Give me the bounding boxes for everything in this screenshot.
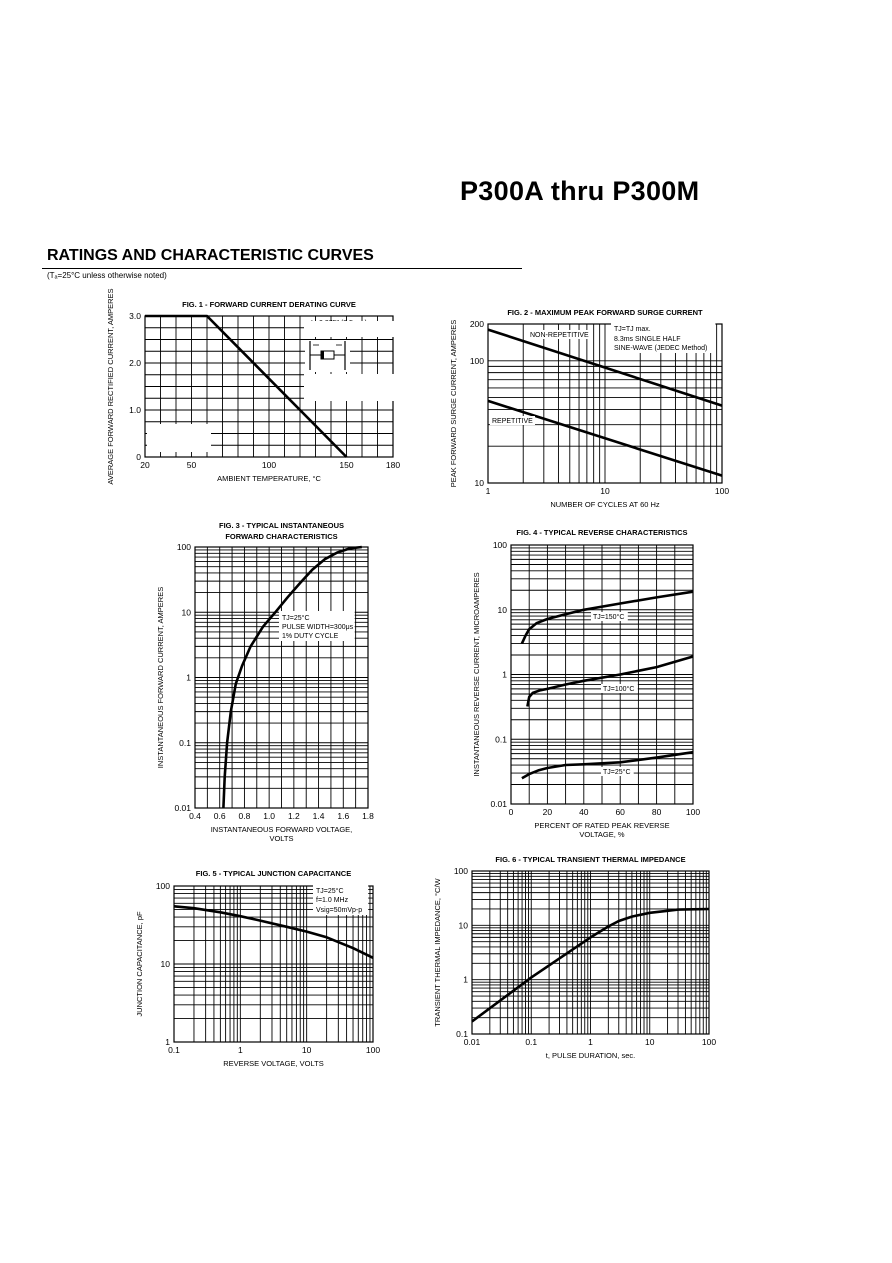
fig2-series-label: NON-REPETITIVE <box>530 332 589 339</box>
fig4-series-label: TJ=100°C <box>603 686 635 693</box>
fig5-xlabel: REVERSE VOLTAGE, VOLTS <box>223 1059 324 1068</box>
fig3-grid <box>195 547 368 808</box>
fig2-ylabel: PEAK FORWARD SURGE CURRENT, AMPERES <box>449 319 458 488</box>
fig3-ytick-label: 0.1 <box>179 737 191 748</box>
fig3-ylabel: INSTANTANEOUS FORWARD CURRENT, AMPERES <box>156 586 165 769</box>
document-title: P300A thru P300M <box>460 176 700 206</box>
fig1-lead-label-bg <box>304 321 394 337</box>
fig4-series-label: TJ=25°C <box>603 769 631 776</box>
fig1-ytick-label: 2.0 <box>129 358 141 368</box>
fig4-ytick-label: 0.1 <box>495 734 507 745</box>
fig1-ytick-label: 3.0 <box>129 311 141 321</box>
fig4-series-1-line <box>527 657 693 707</box>
fig1-xtick-label: 100 <box>261 460 277 470</box>
fig5-ytick-label: 10 <box>160 959 170 969</box>
fig1-xtick-label: 180 <box>385 460 401 470</box>
fig3-ytick-label: 100 <box>176 542 191 552</box>
fig2-ytick-label: 200 <box>469 319 484 329</box>
fig3-annotation: TJ=25°C <box>282 615 310 622</box>
fig6-chart <box>433 855 716 1060</box>
fig4-title: FIG. 4 - TYPICAL REVERSE CHARACTERISTICS <box>516 528 688 537</box>
fig6-ytick-label: 0.1 <box>456 1029 468 1039</box>
fig3-xlabel-line2: VOLTS <box>269 834 294 843</box>
fig3-xlabel: INSTANTANEOUS FORWARD VOLTAGE, <box>210 825 353 834</box>
fig3-title: FIG. 3 - TYPICAL INSTANTANEOUS <box>218 521 345 530</box>
fig2-xtick-label: 100 <box>714 486 730 496</box>
fig5-annotation: f=1.0 MHz <box>316 897 349 904</box>
fig3-xtick-label: 0.4 <box>189 811 201 821</box>
fig3-ytick-label: 1 <box>186 672 191 683</box>
fig5-xtick-label: 0.1 <box>168 1045 180 1055</box>
fig4-xtick-label: 20 <box>542 807 553 817</box>
fig1-heatsink-label-bg <box>304 374 394 401</box>
section-note: (Tₐ=25°C unless otherwise noted) <box>47 271 167 280</box>
fig4-xlabel-line2: VOLTAGE, % <box>579 830 625 839</box>
fig4-ylabel: INSTANTANEOUS REVERSE CURRENT, MICROAMPERES <box>472 572 481 777</box>
fig1-chart <box>106 288 400 484</box>
fig6-ytick-label: 100 <box>453 866 468 876</box>
fig6-xlabel: t, PULSE DURATION, sec. <box>545 1051 636 1060</box>
fig2-series-label: REPETITIVE <box>492 418 533 425</box>
fig2-xlabel: NUMBER OF CYCLES AT 60 Hz <box>550 500 660 509</box>
fig4-ytick-label: 100 <box>492 540 507 550</box>
fig6-ylabel: TRANSIENT THERMAL IMPEDANCE, °C/W <box>433 878 442 1027</box>
fig1-xtick-label: 20 <box>140 460 150 470</box>
fig6-grid <box>472 871 709 1034</box>
fig3-ytick-label: 0.01 <box>174 803 191 813</box>
fig5-ytick-label: 100 <box>155 881 170 891</box>
diode-mounting-icon <box>305 340 350 372</box>
fig1-xtick-label: 50 <box>186 460 197 470</box>
fig6-xtick-label: 10 <box>645 1037 655 1047</box>
fig3-xtick-label: 0.6 <box>213 811 226 821</box>
fig3-xtick-label: 1.8 <box>362 811 374 821</box>
fig2-annotation: SINE-WAVE (JEDEC Method) <box>614 345 708 352</box>
fig4-xtick-label: 40 <box>579 807 589 817</box>
fig4-ytick-label: 1 <box>502 669 507 680</box>
fig2-annotation: TJ=TJ max. <box>614 326 651 333</box>
fig3-xtick-label: 1.6 <box>337 811 350 821</box>
fig4-xtick-label: 60 <box>615 807 625 817</box>
fig4-series-label: TJ=150°C <box>593 614 625 621</box>
fig5-xtick-label: 10 <box>301 1045 312 1055</box>
fig4-xtick-label: 100 <box>685 807 701 817</box>
fig3-xtick-label: 0.8 <box>238 811 251 821</box>
fig4-ytick-label: 0.01 <box>490 799 507 809</box>
fig1-xtick-label: 150 <box>339 460 354 470</box>
fig1-xlabel: AMBIENT TEMPERATURE, °C <box>217 474 321 483</box>
fig3-title-line2: FORWARD CHARACTERISTICS <box>225 532 338 541</box>
fig6-ytick-label: 10 <box>458 920 468 931</box>
fig4-ytick-label: 10 <box>497 604 507 615</box>
fig3-xtick-label: 1.2 <box>287 811 300 821</box>
diode-band <box>321 351 324 359</box>
fig1-title: FIG. 1 - FORWARD CURRENT DERATING CURVE <box>182 300 356 309</box>
fig4-xtick-label: 80 <box>651 807 662 817</box>
fig3-annotation: 1% DUTY CYCLE <box>282 633 339 640</box>
fig5-xtick-label: 1 <box>237 1045 243 1055</box>
fig5-xtick-label: 100 <box>365 1045 381 1055</box>
fig5-title: FIG. 5 - TYPICAL JUNCTION CAPACITANCE <box>195 869 352 878</box>
fig3-annotation: PULSE WIDTH=300μs <box>282 624 354 631</box>
section-title: RATINGS AND CHARACTERISTIC CURVES <box>47 247 374 264</box>
fig2-title: FIG. 2 - MAXIMUM PEAK FORWARD SURGE CURRENT <box>507 308 703 317</box>
fig3-ytick-label: 10 <box>181 607 191 618</box>
fig2-annotation: 8.3ms SINGLE HALF <box>614 336 681 343</box>
fig2-chart <box>449 308 729 509</box>
fig2-xtick-label: 10 <box>600 486 610 496</box>
fig2-xtick-label: 1 <box>485 486 491 496</box>
fig5-ylabel: JUNCTION CAPACITANCE, pF <box>135 911 144 1017</box>
fig4-chart <box>472 528 700 839</box>
fig1-ytick-label: 1.0 <box>129 405 141 415</box>
fig5-annotation: TJ=25°C <box>316 888 344 895</box>
fig4-xlabel: PERCENT OF RATED PEAK REVERSE <box>534 821 670 830</box>
fig2-ytick-label: 10 <box>474 478 484 488</box>
fig6-title: FIG. 6 - TYPICAL TRANSIENT THERMAL IMPEDANCE <box>495 855 686 864</box>
fig3-xtick-label: 1.0 <box>263 811 276 821</box>
fig6-xtick-label: 0.01 <box>463 1037 481 1047</box>
fig3-xtick-label: 1.4 <box>312 811 325 821</box>
fig2-ytick-label: 100 <box>469 355 484 366</box>
fig1-load-label-bg <box>147 424 211 452</box>
fig4-xtick-label: 0 <box>508 807 514 817</box>
fig6-xtick-label: 100 <box>701 1037 717 1047</box>
fig1-ytick-label: 0 <box>136 452 141 462</box>
fig5-annotation: Vsig=50mVp-p <box>316 907 363 914</box>
fig5-ytick-label: 1 <box>165 1037 170 1047</box>
fig6-xtick-label: 0.1 <box>525 1037 538 1047</box>
fig6-xtick-label: 1 <box>588 1037 593 1047</box>
fig4-grid <box>511 545 693 804</box>
fig1-ylabel: AVERAGE FORWARD RECTIFIED CURRENT, AMPERES <box>106 288 115 485</box>
fig3-chart <box>156 521 374 843</box>
fig6-ytick-label: 1 <box>463 974 468 985</box>
fig5-chart <box>135 869 380 1068</box>
